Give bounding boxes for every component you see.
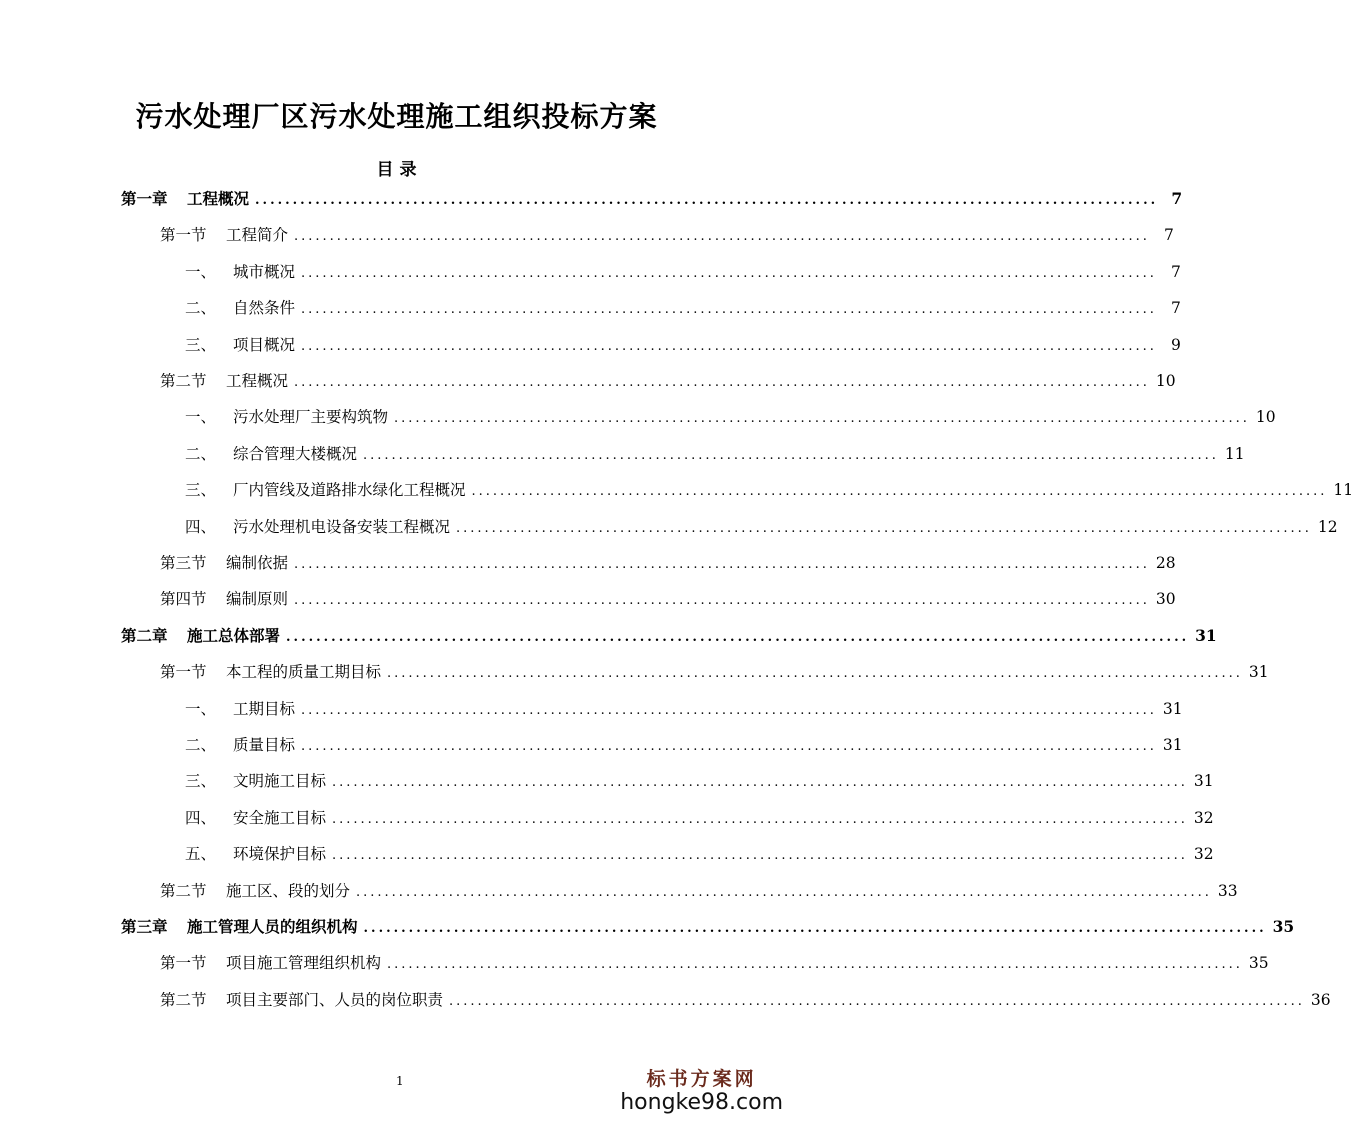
toc-entry-label: 污水处理厂主要构筑物 (233, 408, 389, 426)
toc-entry-number: 五、 (185, 845, 217, 863)
toc-entry-page: 31 (1162, 736, 1183, 754)
toc-entry-number: 二、 (185, 445, 217, 463)
toc-entry-page: 35 (1272, 917, 1295, 936)
toc-entry-label: 施工总体部署 (187, 626, 281, 645)
toc-entry-number: 第二章 (121, 626, 168, 645)
toc-entry-page: 10 (1155, 372, 1176, 390)
toc-entry[interactable] (185, 766, 1214, 796)
toc-entry-page: 7 (1171, 299, 1181, 317)
toc-entry-page: 32 (1193, 845, 1214, 863)
toc-leader-dots: ........................................................................................................................ (387, 666, 1243, 681)
toc-leader-dots: ........................................................................................................................ (394, 411, 1250, 426)
toc-leader-dots: ........................................................................................................................ (363, 448, 1219, 463)
toc-entry[interactable] (160, 584, 1176, 614)
toc-leader-dots: ........................................................................................................................ (294, 375, 1150, 390)
toc-entry-page: 7 (1171, 263, 1181, 281)
toc-entry-label: 环境保护目标 (233, 845, 327, 863)
toc-entry-number: 二、 (185, 736, 217, 754)
toc-entry-number: 第一节 (160, 663, 207, 681)
toc-entry[interactable] (185, 839, 1214, 869)
toc-leader-dots: ........................................................................................................................ (387, 957, 1243, 972)
toc-entry-page: 32 (1193, 809, 1214, 827)
toc-entry-label: 编制依据 (226, 554, 289, 572)
toc-entry[interactable] (185, 803, 1214, 833)
toc-entry-number: 一、 (185, 408, 217, 426)
toc-leader-dots: ........................................................................................................................ (301, 739, 1157, 754)
toc-entry-page: 31 (1248, 663, 1269, 681)
toc-leader-dots: ........................................................................................................................ (332, 775, 1188, 790)
toc-entry-page: 11 (1333, 481, 1353, 499)
toc-leader-dots: ........................................................................................................................ (301, 703, 1157, 718)
toc-entry[interactable] (185, 439, 1245, 469)
toc-entry-label: 厂内管线及道路排水绿化工程概况 (233, 481, 466, 499)
toc-entry-page: 9 (1171, 336, 1181, 354)
toc-entry-label: 编制原则 (226, 590, 289, 608)
toc-leader-dots: ........................................................................................................................ (294, 593, 1150, 608)
toc-entry[interactable] (121, 912, 1295, 942)
toc-leader-dots: ........................................................................................................................ (301, 302, 1157, 317)
toc-leader-dots: ........................................................................................................................ (286, 630, 1190, 645)
toc-entry-label: 工程简介 (226, 226, 289, 244)
toc-entry-number: 一、 (185, 263, 217, 281)
toc-entry[interactable] (185, 402, 1276, 432)
toc-entry-label: 工程概况 (226, 372, 289, 390)
toc-leader-dots: ........................................................................................................................ (294, 229, 1150, 244)
watermark-logo (620, 1068, 783, 1116)
toc-entry-page: 28 (1155, 554, 1176, 572)
toc-entry-number: 第三章 (121, 917, 168, 936)
toc-entry-label: 项目主要部门、人员的岗位职责 (226, 991, 444, 1009)
toc-entry[interactable] (121, 621, 1217, 651)
toc-heading: 目 录 (376, 160, 417, 180)
toc-entry-page: 30 (1155, 590, 1176, 608)
toc-entry[interactable] (185, 257, 1181, 287)
toc-leader-dots: ........................................................................................................................ (456, 521, 1312, 536)
toc-entry-label: 项目施工管理组织机构 (226, 954, 382, 972)
toc-entry-label: 综合管理大楼概况 (233, 445, 358, 463)
toc-entry[interactable] (160, 876, 1238, 906)
toc-entry-label: 施工管理人员的组织机构 (187, 917, 358, 936)
toc-entry-label: 工程概况 (187, 189, 250, 208)
toc-leader-dots: ........................................................................................................................ (332, 848, 1188, 863)
toc-entry[interactable] (185, 293, 1181, 323)
toc-entry-number: 第一节 (160, 226, 207, 244)
toc-entry-number: 第二节 (160, 882, 207, 900)
toc-leader-dots: ........................................................................................................................ (301, 266, 1157, 281)
toc-entry[interactable] (160, 548, 1176, 578)
toc-entry-label: 本工程的质量工期目标 (226, 663, 382, 681)
toc-entry[interactable] (121, 184, 1183, 214)
toc-entry-number: 一、 (185, 700, 217, 718)
toc-entry-number: 第三节 (160, 554, 207, 572)
toc-entry-label: 城市概况 (233, 263, 296, 281)
toc-entry-number: 四、 (185, 809, 217, 827)
toc-entry-number: 三、 (185, 336, 217, 354)
toc-entry-page: 7 (1164, 226, 1174, 244)
toc-entry-page: 31 (1193, 772, 1214, 790)
toc-entry-page: 12 (1317, 518, 1338, 536)
toc-entry-page: 7 (1171, 189, 1183, 208)
toc-entry-page: 11 (1224, 445, 1245, 463)
toc-entry[interactable] (160, 220, 1174, 250)
toc-leader-dots: ........................................................................................................................ (294, 557, 1150, 572)
toc-entry-number: 第四节 (160, 590, 207, 608)
toc-leader-dots: ........................................................................................................................ (363, 921, 1267, 936)
page-number: 1 (396, 1074, 404, 1088)
toc-entry[interactable] (160, 366, 1176, 396)
toc-entry-label: 工期目标 (233, 700, 296, 718)
toc-entry-number: 第一章 (121, 189, 168, 208)
toc-entry-page: 33 (1217, 882, 1238, 900)
toc-entry-page: 35 (1248, 954, 1269, 972)
toc-entry[interactable] (185, 694, 1183, 724)
toc-entry-page: 31 (1162, 700, 1183, 718)
toc-entry[interactable] (185, 730, 1183, 760)
toc-leader-dots: ........................................................................................................................ (449, 994, 1305, 1009)
toc-entry-number: 三、 (185, 772, 217, 790)
toc-entry-number: 第二节 (160, 372, 207, 390)
toc-entry-page: 31 (1195, 626, 1217, 645)
toc-entry-page: 36 (1310, 991, 1331, 1009)
toc-entry-label: 安全施工目标 (233, 809, 327, 827)
toc-entry[interactable] (160, 657, 1269, 687)
toc-entry-label: 质量目标 (233, 736, 296, 754)
watermark-url: hongke98.com (620, 1090, 783, 1115)
toc-entry-number: 第二节 (160, 991, 207, 1009)
toc-entry[interactable] (160, 985, 1331, 1015)
toc-leader-dots: ........................................................................................................................ (356, 885, 1212, 900)
toc-entry[interactable] (185, 330, 1181, 360)
toc-entry-label: 自然条件 (233, 299, 296, 317)
document-title: 污水处理厂区污水处理施工组织投标方案 (135, 100, 658, 133)
watermark-name: 标书方案网 (646, 1068, 757, 1090)
toc-leader-dots: ........................................................................................................................ (255, 193, 1159, 208)
toc-entry[interactable] (160, 948, 1269, 978)
toc-entry[interactable] (185, 512, 1338, 542)
toc-entry-label: 文明施工目标 (233, 772, 327, 790)
toc-entry-page: 10 (1255, 408, 1276, 426)
toc-entry-label: 施工区、段的划分 (226, 882, 351, 900)
toc-leader-dots: ........................................................................................................................ (471, 484, 1328, 499)
toc-entry[interactable] (185, 475, 1353, 505)
toc-leader-dots: ........................................................................................................................ (332, 812, 1188, 827)
toc-leader-dots: ........................................................................................................................ (301, 339, 1157, 354)
toc-entry-number: 二、 (185, 299, 217, 317)
toc-entry-label: 污水处理机电设备安装工程概况 (233, 518, 451, 536)
toc-entry-label: 项目概况 (233, 336, 296, 354)
toc-entry-number: 三、 (185, 481, 217, 499)
toc-entry-number: 四、 (185, 518, 217, 536)
toc-entry-number: 第一节 (160, 954, 207, 972)
